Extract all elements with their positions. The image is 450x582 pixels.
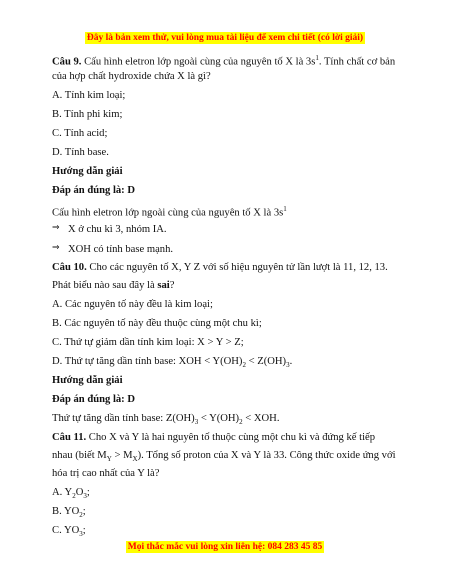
q10-optD-sub1: 2 <box>242 361 246 370</box>
q10-sol-sub2: 2 <box>239 418 243 427</box>
q11-optA-sub2: 3 <box>83 492 87 501</box>
q11-optA-b: O <box>75 487 84 498</box>
top-banner-text: Đây là bản xem thử, vui lòng mua tài liệu để xem chi tiết (có lời giải) <box>86 33 364 43</box>
q10-line2c: ? <box>169 280 175 291</box>
q9-solution-1-text: Cấu hình eletron lớp ngoài cùng của nguyên tố X là 3s <box>52 207 284 219</box>
q10-question-line2 <box>52 279 174 292</box>
q11-line2-sub2: X <box>132 455 138 464</box>
q11-optC-a: C. YO <box>52 525 80 536</box>
bottom-banner <box>0 536 450 554</box>
q9-solution-1 <box>52 203 287 220</box>
q11-question-line2 <box>52 449 396 466</box>
q11-option-a <box>52 486 90 503</box>
q9-guide-heading: Hướng dẫn giải <box>52 166 123 177</box>
q10-sol-a: Thứ tự tăng dần tính base: Z(OH) <box>52 413 195 424</box>
q11-question <box>52 431 375 444</box>
q9-solution-2 <box>52 222 167 236</box>
q11-line2b: > M <box>111 450 133 461</box>
q10-sol-b: < Y(OH) <box>198 413 240 424</box>
q11-optB-sub: 2 <box>79 511 83 520</box>
q9-solution-3 <box>52 242 173 256</box>
q11-optB-a: B. YO <box>52 506 80 517</box>
q9-text: Cấu hình eletron lớp ngoài cùng của nguyên tố X là 3s <box>81 56 316 68</box>
q11-question-line3: hóa trị cao nhất của Y là? <box>52 468 160 479</box>
q11-line2c: ). Tổng số proton của X và Y là 33. Công thức oxide ứng với <box>137 450 396 461</box>
q10-answer: Đáp án đúng là: D <box>52 394 136 405</box>
q9-solution-2-text: X ở chu kì 3, nhóm IA. <box>68 224 167 235</box>
q11-line2a: nhau (biết M <box>52 450 107 461</box>
q10-label: Câu 10. <box>52 262 87 273</box>
q10-option-d <box>52 355 292 372</box>
q9-sup: 1 <box>315 54 319 62</box>
q10-optD-c: . <box>289 356 293 367</box>
q10-optD-b: < Z(OH) <box>245 356 287 367</box>
q11-optC-sub: 3 <box>79 530 83 539</box>
q11-optA-a: A. Y <box>52 487 73 498</box>
bottom-banner-text: Mọi thắc mắc vui lòng xin liên hệ: 084 283 45 85 <box>127 542 323 552</box>
q9-option-c: C. Tính acid; <box>52 128 108 139</box>
q9-text2: . Tính chất cơ bản <box>318 56 396 68</box>
q9-solution-3-text: XOH có tính base mạnh. <box>68 244 174 255</box>
q11-line2-sub1: Y <box>106 455 112 464</box>
implies-arrow-icon: ⇒ <box>52 243 60 253</box>
q10-line2a: Phát biểu nào sau đây là <box>52 280 158 291</box>
q10-option-c: C. Thứ tự giảm dần tính kim loại: X > Y > Z; <box>52 337 244 348</box>
q9-answer: Đáp án đúng là: D <box>52 185 136 196</box>
q10-question <box>52 261 388 274</box>
q10-guide-heading: Hướng dẫn giải <box>52 375 123 386</box>
q9-option-a: A. Tính kim loại; <box>52 90 126 101</box>
q10-sol-sub1: 3 <box>194 418 199 427</box>
q10-optD-a: D. Thứ tự tăng dần tính base: XOH < Y(OH) <box>52 356 243 367</box>
q11-optA-sub1: 2 <box>72 492 76 501</box>
q10-sol-c: < XOH. <box>242 413 280 424</box>
q9-option-b: B. Tính phi kim; <box>52 109 123 120</box>
q10-solution <box>52 412 279 429</box>
q10-optD-sub2: 3 <box>286 361 290 370</box>
q11-optB-c: ; <box>82 506 86 517</box>
q9-question-line2: của hợp chất hydroxide chứa X là gì? <box>52 71 211 82</box>
implies-arrow-icon: ⇒ <box>52 223 60 233</box>
q11-option-b <box>52 505 86 522</box>
q9-option-d: D. Tính base. <box>52 147 109 158</box>
q10-option-b: B. Các nguyên tố này đều thuộc cùng một chu kì; <box>52 318 262 329</box>
q9-solution-1-sup: 1 <box>283 205 287 213</box>
q10-sai: sai <box>157 280 170 291</box>
q10-option-a: A. Các nguyên tố này đều là kim loại; <box>52 299 213 310</box>
q11-optC-c: ; <box>82 525 86 536</box>
q9-question <box>52 52 398 69</box>
q11-optA-c: ; <box>86 487 90 498</box>
q11-label: Câu 11. <box>52 432 87 443</box>
q11-text: Cho X và Y là hai nguyên tố thuộc cùng một chu kì và đứng kế tiếp <box>86 432 376 443</box>
q10-text: Cho các nguyên tố X, Y Z với số hiệu nguyên tử lần lượt là 11, 12, 13. <box>86 262 388 273</box>
q9-label: Câu 9. <box>52 56 82 68</box>
top-banner <box>0 27 450 45</box>
